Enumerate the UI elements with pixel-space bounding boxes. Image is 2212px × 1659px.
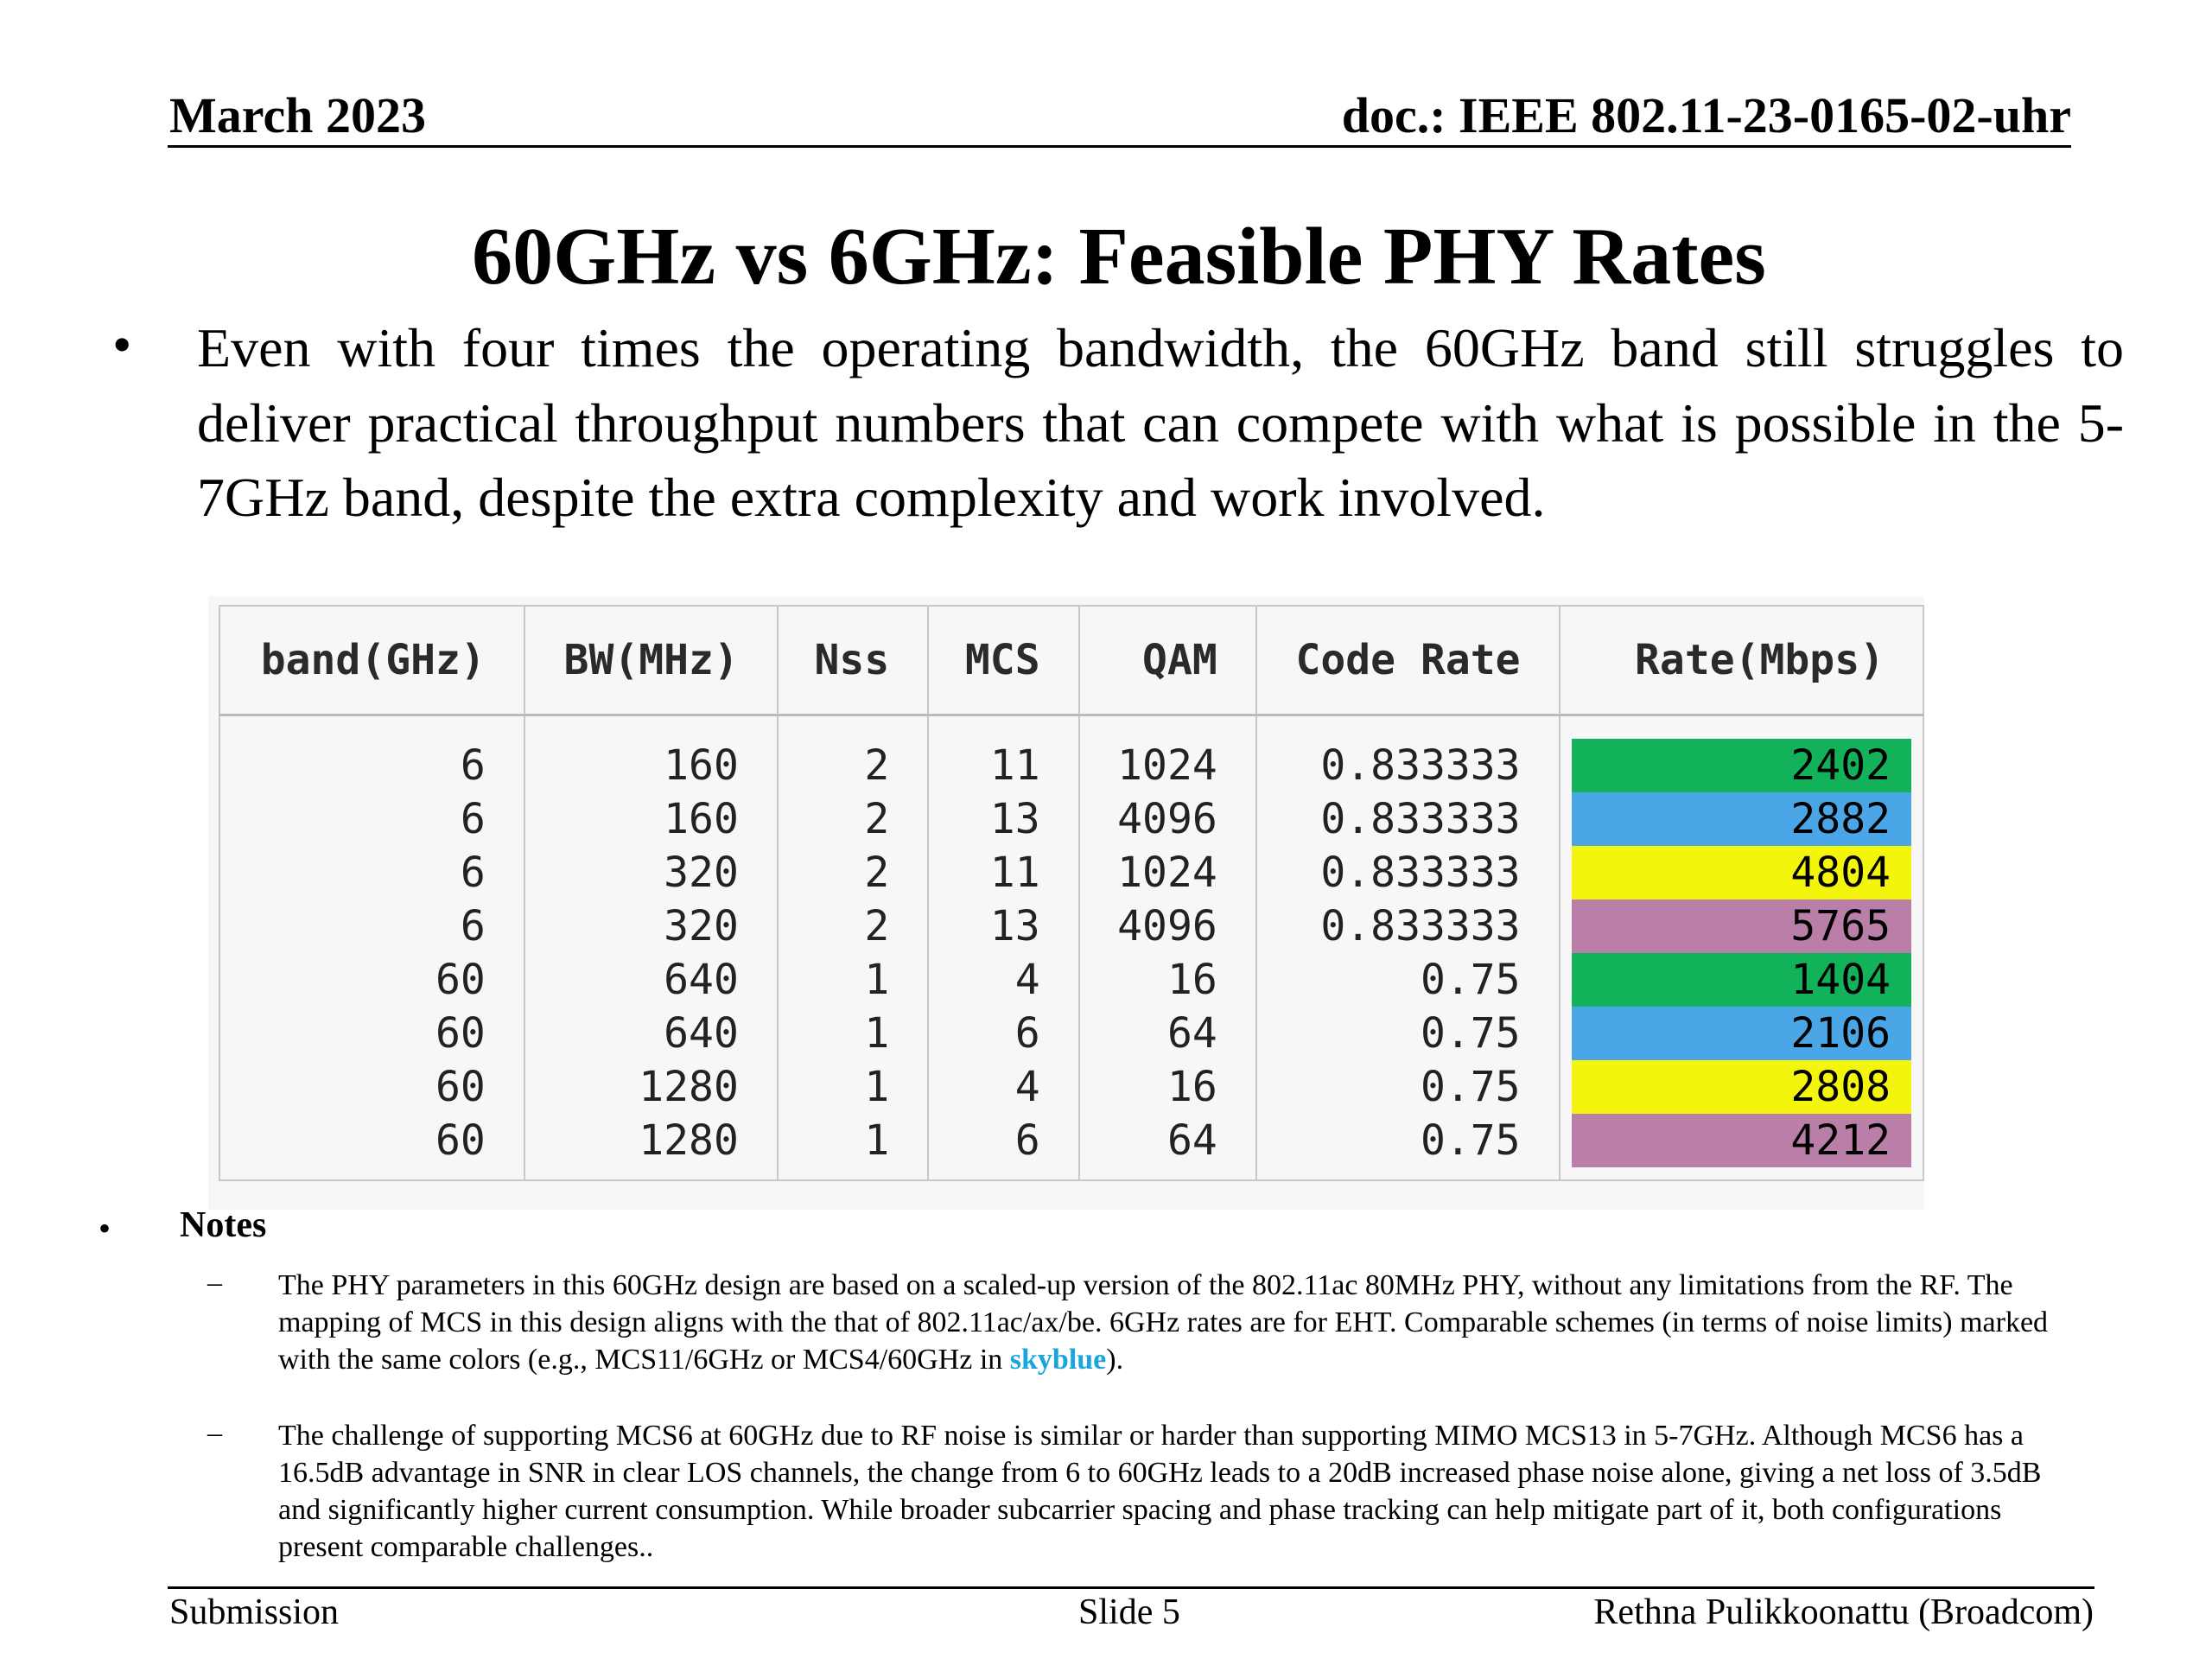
cell-qam: 1024 [1079,846,1256,899]
cell-bw: 640 [524,953,778,1007]
cell-rate [1560,1060,1923,1114]
col-header-code-rate: Code Rate [1256,606,1560,715]
table-row [219,792,1923,846]
rate-highlight: 4212 [1572,1114,1911,1167]
col-header-nss: Nss [778,606,928,715]
cell-bw: 320 [524,899,778,953]
cell-code-rate: 0.75 [1256,1060,1560,1114]
cell-bw: 1280 [524,1060,778,1114]
note-1 [278,1267,2075,1378]
main-bullet-text: Even with four times the operating bandwidth, the 60GHz band still struggles to deliver practical throughput numbers that can compete with what is possible in the 5-7GHz band, despite the extra complexity and work involved. [197,317,2124,528]
cell-code-rate: 0.75 [1256,1114,1560,1180]
col-header-rate: Rate(Mbps) [1560,606,1923,715]
cell-rate [1560,1114,1923,1180]
note-1-skyblue: skyblue [1009,1344,1107,1376]
table-row [219,899,1923,953]
cell-code-rate: 0.833333 [1256,715,1560,793]
cell-mcs: 13 [928,899,1078,953]
cell-qam: 16 [1079,1060,1256,1114]
cell-nss: 2 [778,715,928,793]
cell-code-rate: 0.833333 [1256,899,1560,953]
cell-band: 6 [219,792,524,846]
footer-author: Rethna Pulikkoonattu (Broadcom) [1593,1592,2094,1632]
cell-rate [1560,953,1923,1007]
cell-nss: 2 [778,846,928,899]
header-date: March 2023 [169,87,426,143]
cell-qam: 16 [1079,953,1256,1007]
cell-qam: 64 [1079,1007,1256,1060]
table-row [219,1060,1923,1114]
cell-bw: 320 [524,846,778,899]
slide-title: 60GHz vs 6GHz: Feasible PHY Rates [472,212,1766,302]
cell-qam: 64 [1079,1114,1256,1180]
cell-mcs: 4 [928,953,1078,1007]
cell-rate [1560,715,1923,793]
header-rule [168,145,2071,148]
cell-band: 60 [219,1114,524,1180]
table-header-row [219,606,1923,715]
cell-qam: 4096 [1079,899,1256,953]
main-bullet-marker: • [112,314,132,375]
note-1-dash: – [207,1267,222,1299]
rate-highlight: 2402 [1572,739,1911,792]
cell-band: 60 [219,1060,524,1114]
rate-highlight: 2106 [1572,1007,1911,1060]
note-2-dash: – [207,1417,222,1449]
cell-rate [1560,792,1923,846]
cell-mcs: 13 [928,792,1078,846]
cell-bw: 160 [524,792,778,846]
cell-mcs: 4 [928,1060,1078,1114]
cell-mcs: 6 [928,1114,1078,1180]
note-1-text: The PHY parameters in this 60GHz design are based on a scaled-up version of the 802.11ac 80MHz PHY, without any limitations from the RF. The mapping of MCS in this design aligns with the that of 802.11ac/ax/be. 6GHz rates are for EHT. Comparable schemes (in terms of noise limits) marked with the same colors (e.g., MCS11/6GHz or MCS4/60GHz in [278,1269,2049,1376]
table-row [219,1007,1923,1060]
table-row [219,846,1923,899]
rate-highlight: 5765 [1572,899,1911,953]
cell-band: 6 [219,899,524,953]
notes-title: Notes [180,1205,267,1245]
cell-code-rate: 0.75 [1256,953,1560,1007]
header-doc-id: doc.: IEEE 802.11-23-0165-02-uhr [1341,87,2071,143]
phy-rates-table [219,605,1924,1181]
rate-highlight: 2808 [1572,1060,1911,1114]
cell-qam: 4096 [1079,792,1256,846]
footer-slide-number: Slide 5 [1078,1592,1180,1632]
rate-highlight: 4804 [1572,846,1911,899]
cell-rate [1560,1007,1923,1060]
cell-rate [1560,899,1923,953]
table-row [219,715,1923,793]
cell-code-rate: 0.833333 [1256,846,1560,899]
cell-code-rate: 0.75 [1256,1007,1560,1060]
col-header-band: band(GHz) [219,606,524,715]
table-row [219,1114,1923,1180]
cell-nss: 2 [778,792,928,846]
cell-bw: 640 [524,1007,778,1060]
rates-table-panel [208,596,1924,1210]
cell-mcs: 11 [928,715,1078,793]
cell-code-rate: 0.833333 [1256,792,1560,846]
cell-qam: 1024 [1079,715,1256,793]
rate-highlight: 2882 [1572,792,1911,846]
note-1-end: ). [1106,1344,1124,1376]
footer-submission: Submission [169,1592,340,1632]
cell-band: 6 [219,846,524,899]
cell-band: 6 [219,715,524,793]
col-header-qam: QAM [1079,606,1256,715]
rate-highlight: 1404 [1572,953,1911,1007]
cell-bw: 1280 [524,1114,778,1180]
cell-mcs: 6 [928,1007,1078,1060]
cell-nss: 1 [778,1114,928,1180]
cell-nss: 1 [778,1007,928,1060]
cell-nss: 1 [778,1060,928,1114]
note-2: The challenge of supporting MCS6 at 60GHz due to RF noise is similar or harder than supporting MIMO MCS13 in 5-7GHz. Although MCS6 has a 16.5dB advantage in SNR in clear LOS channels, the change from 6 to 60GHz leads to a 20dB increased phase noise alone, giving a net loss of 3.5dB and significantly higher current consumption. While broader subcarrier spacing and phase tracking can help mitigate part of it, both configurations present comparable challenges.. [278,1420,2042,1563]
cell-band: 60 [219,953,524,1007]
col-header-mcs: MCS [928,606,1078,715]
notes-bullet-marker: • [99,1209,111,1248]
cell-band: 60 [219,1007,524,1060]
table-row [219,953,1923,1007]
cell-rate [1560,846,1923,899]
cell-nss: 2 [778,899,928,953]
cell-mcs: 11 [928,846,1078,899]
cell-nss: 1 [778,953,928,1007]
cell-bw: 160 [524,715,778,793]
footer-rule [168,1586,2094,1589]
col-header-bw: BW(MHz) [524,606,778,715]
